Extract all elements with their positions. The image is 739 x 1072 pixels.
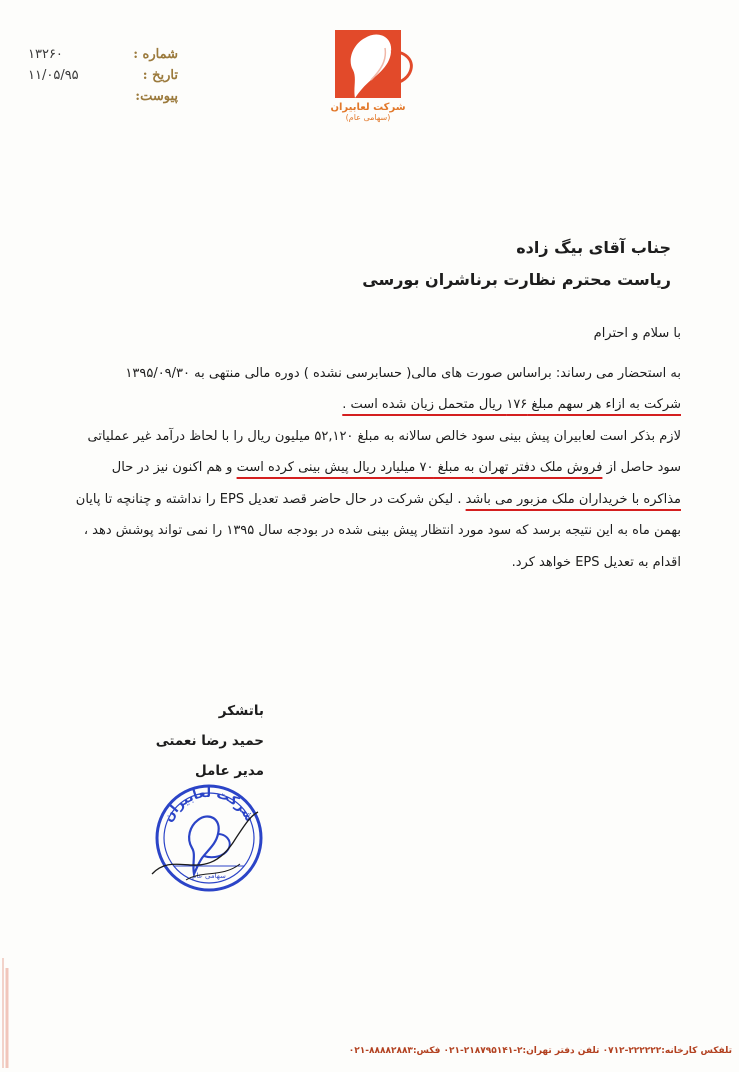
number-label: شماره :: [133, 47, 178, 62]
body-line-1: به استحضار می رساند: براساس صورت های مالی( حسابرسی نشده ) دوره مالی منتهی به ١٣٩۵/٠٩/٣٠: [125, 365, 681, 381]
svg-text:شرکت لعابيران: [161, 786, 257, 825]
stamp-text: شرکت لعابيران: [160, 785, 258, 825]
body-line-3: لازم بذکر است لعابيران پيش بينی سود خالص سالانه به مبلغ ۵٢,١٢٠ ميليون ريال را با لحاظ درآمد غير عملياتی: [87, 428, 681, 444]
body-line-4-end: و هم اکنون نيز در حال: [111, 460, 237, 475]
body-line-5: [61, 484, 681, 516]
logo-company-name: شرکت لعابيران: [330, 102, 406, 113]
body-line-6: بهمن ماه به اين نتيجه برسد که سود مورد انتظار پيش بينی شده در بودجه سال ١٣٩۵ را نمی تواند پوشش دهد ،: [83, 523, 681, 538]
underlined-sale-forecast: فروش ملک دفتر تهران به مبلغ ٧٠ ميليارد ريال پيش بينی کرده است: [236, 460, 603, 475]
side-watermark: [0, 958, 18, 1068]
attachment-label: پيوست:: [135, 89, 178, 104]
recipient-title: رياست محترم نظارت برناشران بورسی: [362, 270, 671, 289]
company-logo: [318, 30, 418, 140]
recipient-name: جناب آقای بيگ زاده: [516, 238, 671, 257]
body-line-7: اقدام به تعديل EPS خواهد کرد.: [511, 554, 681, 570]
footer-contacts: تلفکس کارخانه:٢٢٢٢٢٢-٠٧١٢ تلفن دفتر تهران:٢-٢١٨٧٩۵١۴١-٠٢١ فکس:٨٨٨٨٢٨٨٣-٠٢١: [348, 1046, 732, 1056]
letter-meta: [28, 44, 178, 114]
letter-body: [61, 318, 681, 578]
signer-name: حميد رضا نعمتی: [155, 733, 264, 749]
recipient-block: [111, 232, 671, 296]
signature-block: [156, 696, 264, 786]
logo-mark: [335, 30, 401, 98]
date-label: تاريخ :: [142, 68, 178, 83]
body-line-5-end: . ليکن شرکت در حال حاضر قصد تعديل EPS را نداشته و چنانچه تا پايان: [75, 491, 462, 507]
stamp-subtext: سهامی عام: [192, 872, 226, 880]
letter-date: ٩۵/١١/٠۵: [28, 68, 79, 83]
signer-title: مدير عامل: [194, 763, 264, 779]
logo-subtitle: (سهامی عام): [345, 113, 391, 122]
underlined-negotiation: مذاکره با خريداران ملک مزبور می باشد: [465, 491, 681, 507]
meta-labels: [133, 44, 178, 107]
body-line-4-start: سود حاصل از: [606, 460, 681, 475]
body-line-4: [61, 452, 681, 484]
company-stamp: [146, 778, 272, 896]
underlined-loss-statement: شرکت به ازاء هر سهم مبلغ ١٧۶ ريال متحمل زيان شده است .: [342, 397, 681, 412]
body-line-2: [61, 389, 681, 421]
closing-thanks: باتشکر: [218, 703, 264, 719]
meta-values: [28, 44, 79, 86]
greeting: با سلام و احترام: [593, 326, 681, 341]
letter-number: ١٣٢۶٠: [28, 47, 63, 62]
